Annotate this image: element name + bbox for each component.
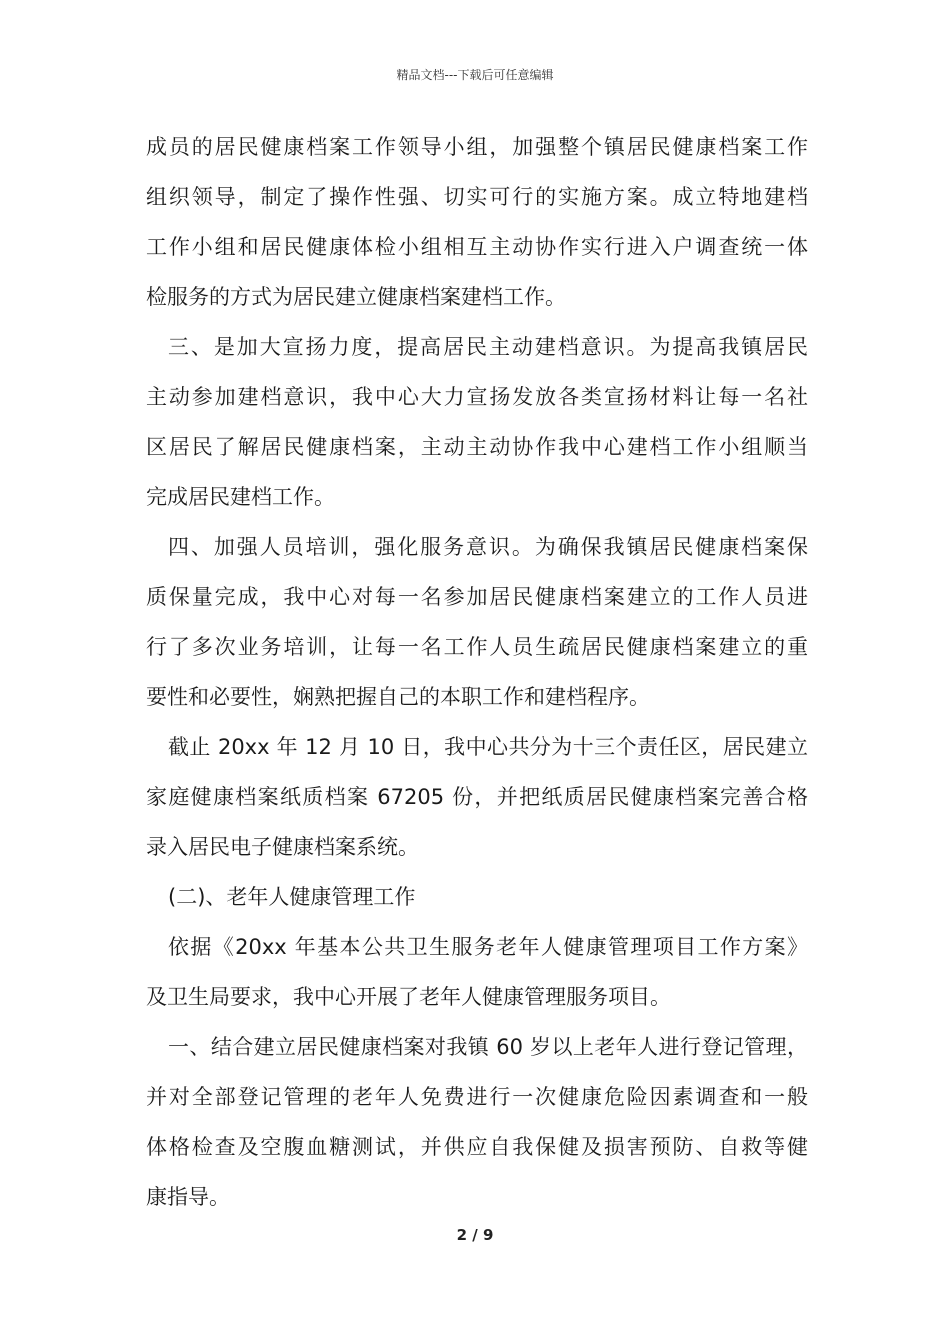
page-number: 2 / 9	[456, 1226, 494, 1244]
text-line: 行了多次业务培训，让每一名工作人员生疏居民健康档案建立的重	[146, 635, 808, 659]
paragraph-start-line: 一、结合建立居民健康档案对我镇 60 岁以上老年人进行登记管理，	[168, 1035, 808, 1059]
text-line: 成员的居民健康档案工作领导小组，加强整个镇居民健康档案工作	[146, 135, 808, 159]
text-line: 主动参加建档意识，我中心大力宣扬发放各类宣扬材料让每一名社	[146, 385, 808, 409]
text-line: 家庭健康档案纸质档案 67205 份，并把纸质居民健康档案完善合格	[146, 785, 808, 809]
paragraph-start-line: 三、是加大宣扬力度，提高居民主动建档意识。为提高我镇居民	[168, 335, 808, 359]
text-line: 康指导。	[146, 1185, 230, 1209]
paragraph-start-line: 依据《20xx 年基本公共卫生服务老年人健康管理项目工作方案》	[168, 935, 808, 959]
text-line: 并对全部登记管理的老年人免费进行一次健康危险因素调查和一般	[146, 1085, 808, 1109]
text-line: 区居民了解居民健康档案，主动主动协作我中心建档工作小组顺当	[146, 435, 808, 459]
text-line: 完成居民建档工作。	[146, 485, 335, 509]
text-line: 及卫生局要求，我中心开展了老年人健康管理服务项目。	[146, 985, 671, 1009]
text-line: 要性和必要性，娴熟把握自己的本职工作和建档程序。	[146, 685, 650, 709]
section-heading: (二)、老年人健康管理工作	[168, 885, 416, 909]
text-line: 质保量完成，我中心对每一名参加居民健康档案建立的工作人员进	[146, 585, 808, 609]
text-line: 组织领导，制定了操作性强、切实可行的实施方案。成立特地建档	[146, 185, 808, 209]
text-line: 录入居民电子健康档案系统。	[146, 835, 419, 859]
text-line: 检服务的方式为居民建立健康档案建档工作。	[146, 285, 566, 309]
document-body	[146, 122, 808, 1222]
page-header: 精品文档---下载后可任意编辑	[396, 68, 554, 82]
paragraph-start-line: 四、加强人员培训，强化服务意识。为确保我镇居民健康档案保	[168, 535, 808, 559]
text-line: 工作小组和居民健康体检小组相互主动协作实行进入户调查统一体	[146, 235, 808, 259]
text-line: 体格检查及空腹血糖测试，并供应自我保健及损害预防、自救等健	[146, 1135, 808, 1159]
paragraph-start-line: 截止 20xx 年 12 月 10 日，我中心共分为十三个责任区，居民建立	[168, 735, 808, 759]
